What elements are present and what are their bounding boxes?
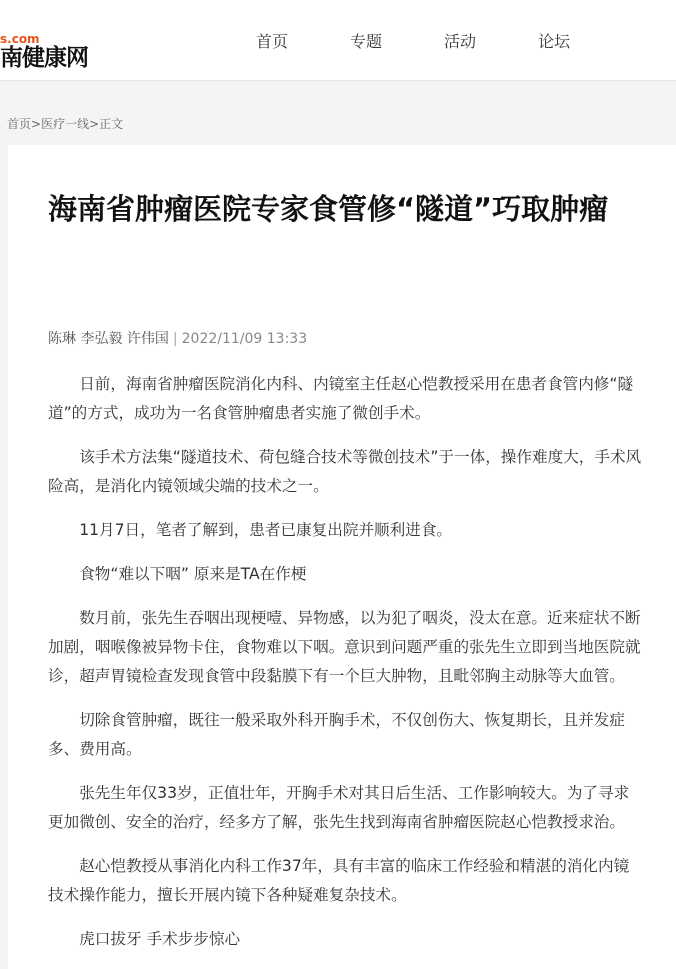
article-title: 海南省肿瘤医院专家食管修“隧道”巧取肿瘤 xyxy=(48,192,609,226)
article-subheading: 食物“难以下咽” 原来是TA在作梗 xyxy=(79,565,307,583)
article-subheading: 虎口拔牙 手术步步惊心 xyxy=(79,930,241,948)
nav-home[interactable]: 首页 xyxy=(256,32,289,51)
meta-divider: | xyxy=(172,331,178,347)
article-paragraph: 张先生年仅33岁，正值壮年，开胸手术对其日后生活、工作影响较大。为了寻求更加微创、安全的治疗，经多方了解，张先生找到海南省肿瘤医院赵心恺教授求治。 xyxy=(48,784,630,831)
breadcrumb xyxy=(7,115,123,133)
breadcrumb-current: 正文 xyxy=(99,117,124,131)
article-meta xyxy=(48,329,307,349)
article-authors: 陈琳 李弘毅 许伟国 xyxy=(48,331,169,347)
breadcrumb-separator: > xyxy=(31,117,42,131)
article-paragraph: 数月前，张先生吞咽出现梗噎、异物感，以为犯了咽炎，没太在意。近来症状不断加剧，咽喉像被异物卡住，食物难以下咽。意识到问题严重的张先生立即到当地医院就诊，超声胃镜检查发现食管中段黏膜下有一个巨大肿物，且毗邻胸主动脉等大血管。 xyxy=(48,609,641,685)
article-card xyxy=(8,145,676,969)
site-logo[interactable]: 南健康网 xyxy=(0,45,88,71)
nav-topics[interactable]: 专题 xyxy=(350,32,383,51)
nav-forum[interactable]: 论坛 xyxy=(538,32,571,51)
breadcrumb-home[interactable]: 首页 xyxy=(7,117,32,131)
site-header xyxy=(0,0,676,81)
article-paragraph: 11月7日，笔者了解到，患者已康复出院并顺利进食。 xyxy=(79,521,453,539)
nav-events[interactable]: 活动 xyxy=(444,32,477,51)
breadcrumb-separator: > xyxy=(89,117,100,131)
article-paragraph: 切除食管肿瘤，既往一般采取外科开胸手术，不仅创伤大、恢复期长，且并发症多、费用高。 xyxy=(48,711,625,758)
breadcrumb-section[interactable]: 医疗一线 xyxy=(41,117,90,131)
article-body xyxy=(48,370,643,969)
article-date: 2022/11/09 13:33 xyxy=(181,331,308,347)
logo-url: s.com xyxy=(0,32,40,46)
article-paragraph: 日前，海南省肿瘤医院消化内科、内镜室主任赵心恺教授采用在患者食管内修“隧道”的方式，成功为一名食管肿瘤患者实施了微创手术。 xyxy=(48,375,634,422)
article-paragraph: 赵心恺教授从事消化内科工作37年，具有丰富的临床工作经验和精湛的消化内镜技术操作能力，擅长开展内镜下各种疑难复杂技术。 xyxy=(48,857,630,904)
article-paragraph: 该手术方法集“隧道技术、荷包缝合技术等微创技术”于一体，操作难度大，手术风险高，是消化内镜领域尖端的技术之一。 xyxy=(48,448,642,495)
